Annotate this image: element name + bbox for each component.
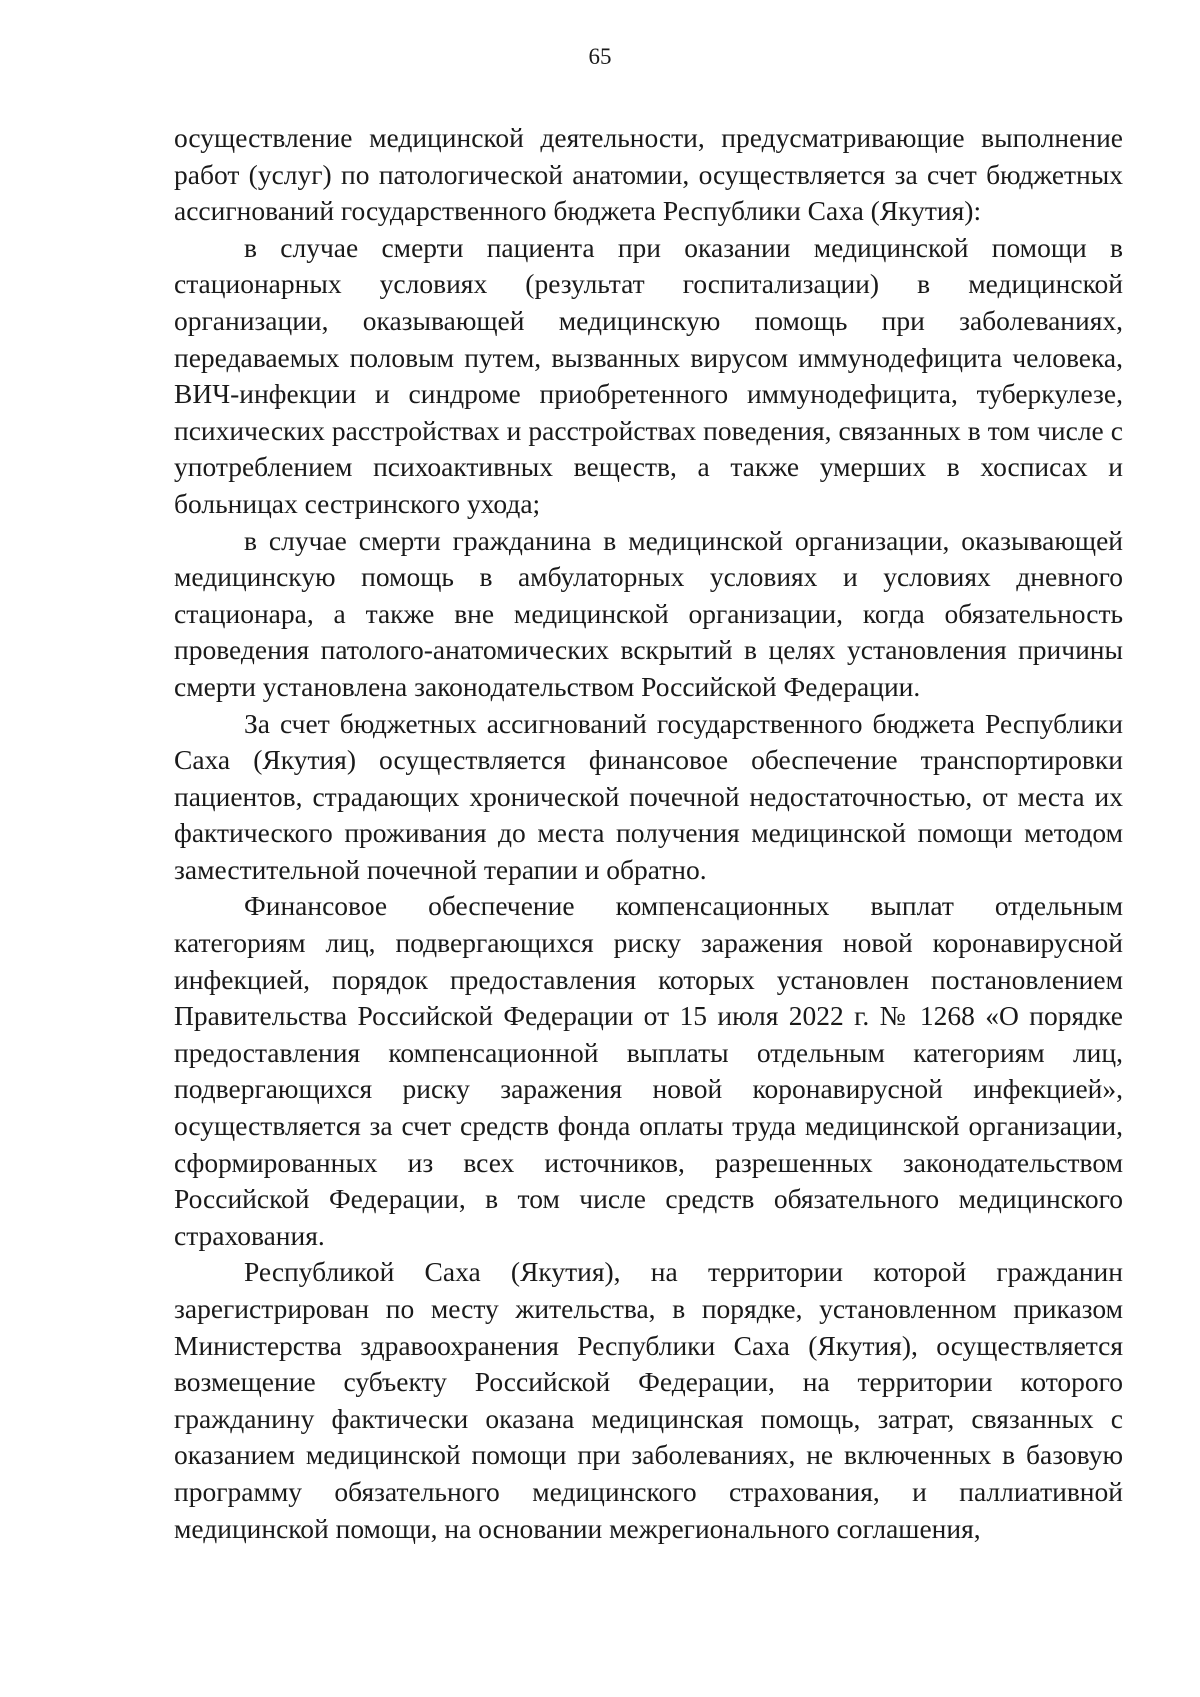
paragraph: Республикой Саха (Якутия), на территории которой гражданин зарегистрирован по месту жительства, в порядке, установленном приказом Министерства здравоохранения Республики Саха (Якутия), осуществляется возмещение субъекту Российской Федерации, на территории которого гражданину фактически оказана медицинская помощь, затрат, связанных с оказанием медицинской помощи при заболеваниях, не включенных в базовую программу обязательного медицинского страхования, и паллиативной медицинской помощи, на основании межрегионального соглашения, <box>174 1256 1123 1544</box>
page-number: 65 <box>588 44 612 69</box>
document-body <box>174 120 1123 1547</box>
paragraph: Финансовое обеспечение компенсационных выплат отдельным категориям лиц, подвергающихся риску заражения новой коронавирусной инфекцией, порядок предоставления которых установлен постановлением Правительства Российской Федерации от 15 июля 2022 г. № 1268 «О порядке предоставления компенсационной выплаты отдельным категориям лиц, подвергающихся риску заражения новой коронавирусной инфекцией», осуществляется за счет средств фонда оплаты труда медицинской организации, сформированных из всех источников, разрешенных законодательством Российской Федерации, в том числе средств обязательного медицинского страхования. <box>174 890 1123 1251</box>
paragraph: осуществление медицинской деятельности, предусматривающие выполнение работ (услуг) по патологической анатомии, осуществляется за счет бюджетных ассигнований государственного бюджета Республики Саха (Якутия): <box>174 122 1123 227</box>
paragraph: в случае смерти гражданина в медицинской организации, оказывающей медицинскую помощь в амбулаторных условиях и условиях дневного стационара, а также вне медицинской организации, когда обязательность проведения патолого-анатомических вскрытий в целях установления причины смерти установлена законодательством Российской Федерации. <box>174 524 1123 702</box>
paragraph: в случае смерти пациента при оказании медицинской помощи в стационарных условиях (результат госпитализации) в медицинской организации, оказывающей медицинскую помощь при заболеваниях, передаваемых половым путем, вызванных вирусом иммунодефицита человека, ВИЧ-инфекции и синдроме приобретенного иммунодефицита, туберкулезе, психических расстройствах и расстройствах поведения, связанных в том числе с употреблением психоактивных веществ, а также умерших в хосписах и больницах сестринского ухода; <box>174 231 1123 519</box>
paragraph: За счет бюджетных ассигнований государственного бюджета Республики Саха (Якутия) осуществляется финансовое обеспечение транспортировки пациентов, страдающих хронической почечной недостаточностью, от места их фактического проживания до места получения медицинской помощи методом заместительной почечной терапии и обратно. <box>174 707 1123 885</box>
